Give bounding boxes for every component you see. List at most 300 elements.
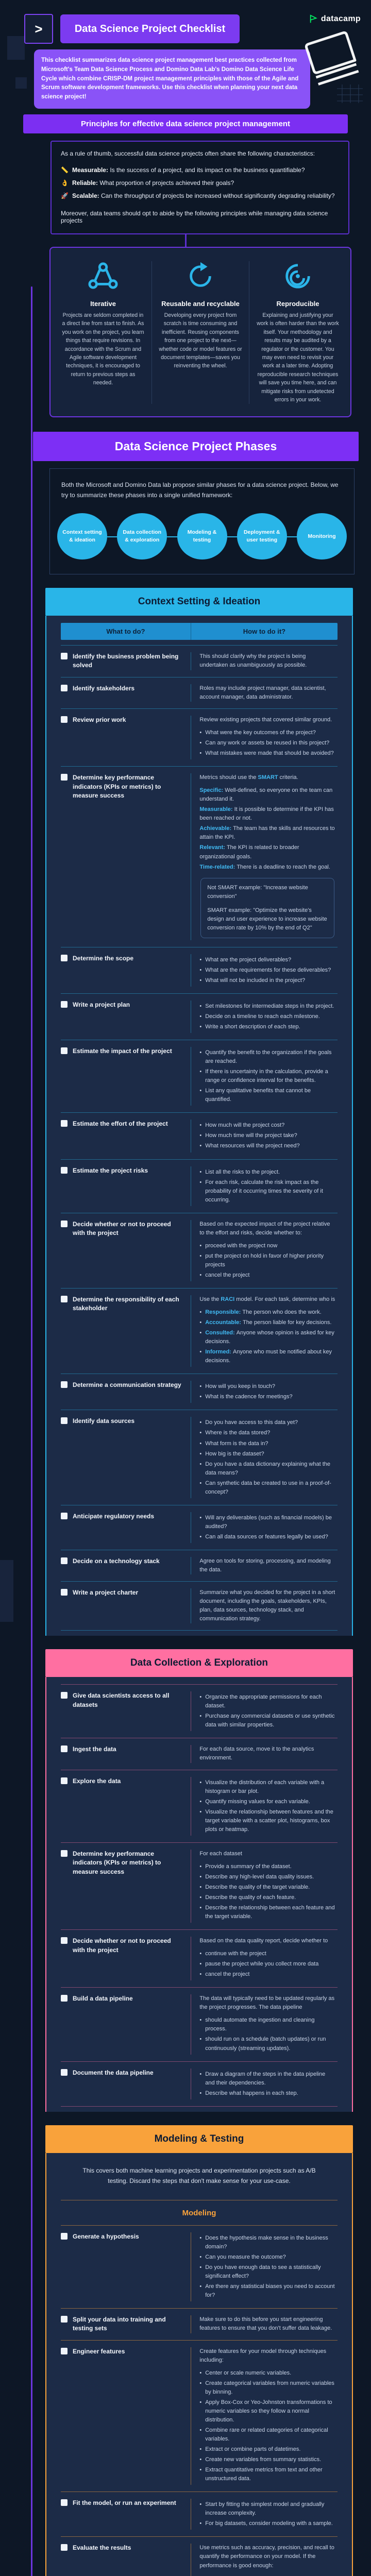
bullet-text: Can all data sources or features legally be used? <box>205 1533 328 1541</box>
howto-bullet <box>199 1168 335 1177</box>
task-checkbox[interactable] <box>61 955 68 961</box>
howto-cell <box>191 1166 338 1206</box>
task-cell <box>61 1166 191 1206</box>
howto-bullet <box>199 2445 335 2454</box>
howto-bullet <box>199 1308 335 1317</box>
task-checkbox[interactable] <box>61 1513 68 1519</box>
howto-cell <box>191 1047 338 1106</box>
bullet-dot: • <box>199 2426 201 2444</box>
task-label: Fit the model, or run an experiment <box>73 2499 176 2507</box>
howto-bullet <box>199 2466 335 2483</box>
howto-bullet <box>199 2282 335 2300</box>
bullet-text: Describe the quality of each feature. <box>205 1893 296 1902</box>
bullet-dot: • <box>199 2016 201 2033</box>
bullet-text <box>205 1348 335 1365</box>
table-row <box>61 1684 338 1738</box>
bullet-text: Can you measure the outcome? <box>205 2253 286 2262</box>
bullet-dot: • <box>199 1348 201 1365</box>
bullet-term: Consulted: <box>205 1330 237 1336</box>
section-body-modeling-testing <box>45 2153 353 2576</box>
task-cell <box>61 1381 191 1403</box>
bullet-dot: • <box>199 1012 201 1021</box>
task-checkbox[interactable] <box>61 1745 68 1752</box>
bullet-text: Organize the appropriate permissions for each dataset. <box>205 1693 335 1710</box>
criteria-term: Time-related: <box>199 864 237 870</box>
principle-card-text: Developing every project from scratch is time consuming and inefficient. Reusing components from one project to the next—whether code or model features or document templates—saves you reinventing the wheel. <box>159 311 242 370</box>
task-cell <box>61 1120 191 1152</box>
task-cell <box>61 954 191 987</box>
task-cell <box>61 1417 191 1498</box>
howto-bullet <box>199 2455 335 2464</box>
intro-paragraph <box>34 49 310 109</box>
howto-bullet <box>199 1460 335 1478</box>
table-row <box>61 1581 338 1630</box>
task-checkbox[interactable] <box>61 2316 68 2323</box>
howto-bullet <box>199 1142 335 1150</box>
bullet-dot: • <box>199 1329 201 1346</box>
howto-intro: For each dataset <box>199 1850 335 1858</box>
section-data-collection-exploration <box>0 1649 371 2112</box>
section-rows <box>61 1684 338 2107</box>
task-checkbox[interactable] <box>61 1417 68 1424</box>
task-checkbox[interactable] <box>61 2069 68 2076</box>
trait-item <box>61 178 339 188</box>
howto-cell <box>191 773 338 940</box>
inline-link[interactable]: SMART <box>258 774 278 781</box>
howto-bullet <box>199 1131 335 1140</box>
bullet-dot: • <box>199 1514 201 1531</box>
howto-intro <box>199 1295 335 1304</box>
bullet-dot: • <box>199 1271 201 1280</box>
task-checkbox[interactable] <box>61 653 68 659</box>
bullet-dot: • <box>199 1960 201 1969</box>
task-checkbox[interactable] <box>61 1692 68 1699</box>
principles-banner <box>23 114 348 133</box>
criteria-line <box>199 805 335 823</box>
reliable-icon: 👌 <box>61 179 69 187</box>
table-row <box>61 1213 338 1288</box>
bullet-text: Extract or combine parts of datetimes. <box>205 2445 300 2454</box>
howto-bullet <box>199 1087 335 1104</box>
howto-text: For each data source, move it to the analytics environment. <box>199 1745 335 1762</box>
table-row <box>61 1410 338 1504</box>
task-cell <box>61 1588 191 1623</box>
task-label: Determine the scope <box>73 954 133 963</box>
text-segment: Use the <box>199 1296 221 1302</box>
datacamp-wordmark: datacamp <box>321 14 361 24</box>
bullet-dot: • <box>199 2500 201 2518</box>
howto-cell <box>191 1691 338 1731</box>
task-checkbox[interactable] <box>61 685 68 691</box>
task-label: Write a project charter <box>73 1588 138 1597</box>
bullet-text: continue with the project <box>205 1950 266 1958</box>
task-cell <box>61 2347 191 2485</box>
bullet-dot: • <box>199 739 201 748</box>
criteria-text: The KPI is related to broader organizational goals. <box>199 844 299 859</box>
task-checkbox[interactable] <box>61 716 68 723</box>
bullet-text: Write a short description of each step. <box>205 1023 300 1031</box>
page-title <box>60 14 240 43</box>
howto-cell <box>191 1777 338 1836</box>
howto-text: Summarize what you decided for the project in a short document, including the goals, stakeholders, KPIs, plan, data sources, technology stack, and communication strategy. <box>199 1588 335 1623</box>
bullet-text: Are there any statistical biases you need to account for? <box>205 2282 335 2300</box>
bullet-dot: • <box>199 1002 201 1011</box>
bullet-text: Will any deliverables (such as financial models) be audited? <box>205 1514 335 1531</box>
task-checkbox[interactable] <box>61 2348 68 2354</box>
bullet-dot: • <box>199 1798 201 1806</box>
criteria-term: Measurable: <box>199 806 234 812</box>
bullet-dot: • <box>199 976 201 985</box>
howto-bullet <box>199 1002 335 1011</box>
bullet-dot: • <box>199 1778 201 1796</box>
task-checkbox[interactable] <box>61 1557 68 1564</box>
task-checkbox[interactable] <box>61 2499 68 2506</box>
task-checkbox[interactable] <box>61 1995 68 2002</box>
howto-cell <box>191 2347 338 2485</box>
task-checkbox[interactable] <box>61 1001 68 1008</box>
bullet-dot: • <box>199 1121 201 1130</box>
bullet-text: What mistakes were made that should be avoided? <box>205 749 333 758</box>
bullet-text: proceed with the project now <box>205 1242 277 1250</box>
bullet-dot: • <box>199 1087 201 1104</box>
bullet-dot: • <box>199 1904 201 1921</box>
bullet-text: What were the key outcomes of the project? <box>205 728 316 737</box>
table-row <box>61 1374 338 1410</box>
column-header-how: How to do it? <box>191 623 338 640</box>
bullet-text: Quantify missing values for each variable. <box>205 1798 310 1806</box>
howto-bullet <box>199 1023 335 1031</box>
task-cell <box>61 1850 191 1923</box>
task-checkbox[interactable] <box>61 1777 68 1784</box>
task-checkbox[interactable] <box>61 2233 68 2240</box>
task-label: Decide on a technology stack <box>73 1557 160 1566</box>
table-row <box>61 993 338 1040</box>
task-label: Estimate the effort of the project <box>73 1120 168 1128</box>
task-label: Evaluate the results <box>73 2544 131 2552</box>
task-cell <box>61 1512 191 1543</box>
bullet-dot: • <box>199 1048 201 1066</box>
task-label: Generate a hypothesis <box>73 2232 139 2241</box>
table-row <box>61 1159 338 1213</box>
bullet-text: For big datasets, consider modeling with a sample. <box>205 2519 333 2528</box>
howto-bullet <box>199 2070 335 2088</box>
phase-circle-3: Modeling & testing <box>177 513 227 560</box>
bullet-text: cancel the project <box>205 1271 249 1280</box>
criteria-term: Relevant: <box>199 844 227 851</box>
trait-term: Reliable: <box>72 179 99 187</box>
task-label: Identify stakeholders <box>73 684 134 693</box>
section-body-context-setting-ideation <box>45 616 353 1636</box>
task-cell <box>61 1777 191 1836</box>
howto-bullet <box>199 1393 335 1401</box>
task-checkbox[interactable] <box>61 1850 68 1857</box>
howto-cell <box>191 2069 338 2099</box>
bullet-term: Responsible: <box>205 1309 242 1315</box>
bullet-dot: • <box>199 2466 201 2483</box>
howto-cell <box>191 2315 338 2333</box>
section-context-setting-ideation <box>0 588 371 1636</box>
criteria-line <box>199 843 335 861</box>
connector-line <box>185 234 187 247</box>
bullet-text: What is the cadence for meetings? <box>205 1393 292 1401</box>
section-modeling-testing <box>0 2125 371 2576</box>
howto-bullet <box>199 2263 335 2281</box>
bullet-text: Decide on a timeline to reach each milestone. <box>205 1012 320 1021</box>
howto-bullet <box>199 1960 335 1969</box>
bullet-dot: • <box>199 1862 201 1871</box>
bullet-text: For each risk, calculate the risk impact as the probability of it occurring times the severity of it occurring. <box>205 1178 335 1205</box>
text-segment: Metrics should use the <box>199 774 258 781</box>
scalable-icon: 🚀 <box>61 192 69 199</box>
task-label: Document the data pipeline <box>73 2069 154 2077</box>
table-row <box>61 677 338 708</box>
howto-bullet <box>199 1048 335 1066</box>
criteria-line <box>199 863 335 872</box>
bullet-text <box>205 1318 331 1327</box>
bullet-text: pause the project while you collect more data <box>205 1960 318 1969</box>
trait-text: Is the success of a project, and its impact on the business quantifiable? <box>110 166 305 174</box>
decorative-block <box>0 1560 13 1622</box>
howto-bullet <box>199 2379 335 2397</box>
bullet-text: Can any work or assets be reused in this project? <box>205 739 329 748</box>
text-segment: model. For each task, determine who is <box>234 1296 335 1302</box>
table-row <box>61 1987 338 2061</box>
howto-cell <box>191 2499 338 2530</box>
howto-bullet <box>199 1808 335 1834</box>
bullet-text: How big is the dataset? <box>205 1450 264 1459</box>
task-checkbox[interactable] <box>61 1296 68 1302</box>
checklist-sections <box>0 588 371 2576</box>
howto-cell <box>191 2232 338 2301</box>
howto-bullet <box>199 1893 335 1902</box>
task-label: Estimate the project risks <box>73 1166 148 1175</box>
bullet-dot: • <box>199 1693 201 1710</box>
principle-card-title: Reproducible <box>256 300 340 308</box>
task-checkbox[interactable] <box>61 1589 68 1596</box>
phase-circle-1: Context setting & ideation <box>57 513 107 560</box>
bullet-dot: • <box>199 1883 201 1892</box>
criteria-term: Achievable: <box>199 825 233 832</box>
howto-bullet <box>199 2574 335 2576</box>
howto-cell <box>191 1417 338 1498</box>
howto-bullet <box>199 1873 335 1882</box>
task-label: Give data scientists access to all datasets <box>73 1691 182 1709</box>
criteria-term: Specific: <box>199 787 225 793</box>
bullet-dot: • <box>199 2398 201 2425</box>
example-text: Not SMART example: "Increase website conversion" <box>207 884 328 901</box>
page-header <box>0 0 371 109</box>
bullet-text: How will you keep in touch? <box>205 1382 275 1391</box>
bullet-text: Can synthetic data be created to use in a proof-of-concept? <box>205 1479 335 1497</box>
table-row <box>61 1842 338 1929</box>
task-label: Estimate the impact of the project <box>73 1047 172 1056</box>
bullet-text: List all the risks to the project. <box>205 1168 280 1177</box>
howto-bullet <box>199 1382 335 1391</box>
criteria-line <box>199 824 335 842</box>
howto-intro: Review existing projects that covered similar ground. <box>199 716 335 724</box>
howto-intro: Use metrics such as accuracy, precision, and recall to quantify the performance on your model. If the performance is good enough: <box>199 2544 335 2570</box>
task-cell <box>61 2315 191 2333</box>
table-row <box>61 1112 338 1159</box>
example-text: SMART example: "Optimize the website's design and user experience to increase website conversion rate by 10% by the end of Q2" <box>207 906 328 933</box>
task-checkbox[interactable] <box>61 1937 68 1944</box>
bullet-text: Describe any high-level data quality issues. <box>205 1873 314 1882</box>
bullet-dot: • <box>199 2253 201 2262</box>
bullet-text: should run on a schedule (batch updates) or run continuously (streaming updates). <box>205 2035 335 2053</box>
howto-text: Roles may include project manager, data scientist, account manager, data administrator. <box>199 684 335 702</box>
task-label: Determine key performance indicators (KPIs or metrics) to measure success <box>73 1850 182 1876</box>
bullet-dot: • <box>199 2070 201 2088</box>
howto-bullet <box>199 2398 335 2425</box>
bullet-text: Draw a diagram of the steps in the data pipeline and their dependencies. <box>205 2070 335 2088</box>
table-row <box>61 645 338 677</box>
task-label: Determine the responsibility of each stakeholder <box>73 1295 182 1313</box>
task-cell <box>61 652 191 670</box>
left-accent-rail <box>31 286 32 2576</box>
trait-term: Scalable: <box>72 192 101 199</box>
terminal-prompt-icon <box>24 14 53 44</box>
bullet-text: How much will the project cost? <box>205 1121 284 1130</box>
howto-bullet <box>199 1712 335 1730</box>
task-cell <box>61 1557 191 1574</box>
example-callout <box>200 878 334 938</box>
table-row <box>61 2225 338 2308</box>
table-header <box>61 623 338 640</box>
trait-text: Can the throughput of projects be increased without significantly degrading reliability? <box>101 192 335 199</box>
howto-bullet <box>199 2500 335 2518</box>
table-row <box>61 1770 338 1842</box>
section-note: This covers both machine learning projects and experimentation projects such as A/B testing. Discard the steps that don't make sense for your use-case. <box>46 2155 352 2195</box>
task-label: Identify the business problem being solved <box>73 652 182 670</box>
section-banner-text: Modeling & Testing <box>155 2133 244 2144</box>
task-checkbox[interactable] <box>61 1120 68 1127</box>
bullet-dot: • <box>199 1893 201 1902</box>
task-checkbox[interactable] <box>61 1381 68 1388</box>
task-checkbox[interactable] <box>61 1221 68 1227</box>
principle-cards <box>49 247 351 417</box>
task-cell <box>61 773 191 940</box>
target-radar-icon <box>256 261 340 294</box>
task-label: Write a project plan <box>73 1001 130 1009</box>
howto-bullet <box>199 1348 335 1365</box>
section-rows <box>61 2200 338 2576</box>
table-row <box>61 947 338 993</box>
bullet-dot: • <box>199 1168 201 1177</box>
task-cell <box>61 2232 191 2301</box>
howto-cell <box>191 1745 338 1762</box>
bullet-term-text: The person who does the work. <box>242 1309 321 1315</box>
task-label: Determine key performance indicators (KPIs or metrics) to measure success <box>73 773 182 800</box>
phase-circle-5: Monitoring <box>297 513 347 560</box>
howto-bullet <box>199 2234 335 2251</box>
task-checkbox[interactable] <box>61 2544 68 2551</box>
task-label: Determine a communication strategy <box>73 1381 181 1389</box>
howto-cell <box>191 1588 338 1623</box>
bullet-dot: • <box>199 1067 201 1085</box>
task-label: Review prior work <box>73 716 126 724</box>
table-row <box>61 708 338 766</box>
bullet-dot: • <box>199 1393 201 1401</box>
task-checkbox[interactable] <box>61 1047 68 1054</box>
datacamp-icon <box>309 14 318 24</box>
bullet-term-text: Anyone who must be notified about key decisions. <box>205 1349 332 1364</box>
bullet-dot: • <box>199 2282 201 2300</box>
bullet-dot: • <box>199 1131 201 1140</box>
trait-item <box>61 165 339 175</box>
task-checkbox[interactable] <box>61 774 68 781</box>
inline-link[interactable]: RACI <box>221 1296 234 1302</box>
criteria-text: There is a deadline to reach the goal. <box>237 864 330 870</box>
howto-bullet <box>199 976 335 985</box>
iterative-cycle-icon <box>61 261 145 294</box>
howto-bullet <box>199 1862 335 1871</box>
table-row <box>61 1505 338 1550</box>
task-checkbox[interactable] <box>61 1167 68 1174</box>
bullet-dot: • <box>199 1308 201 1317</box>
bullet-dot: • <box>199 1450 201 1459</box>
howto-bullet <box>199 728 335 737</box>
table-row <box>61 2340 338 2492</box>
howto-bullet <box>199 1533 335 1541</box>
howto-bullet <box>199 1329 335 1346</box>
howto-cell <box>191 1512 338 1543</box>
bullet-dot: • <box>199 749 201 758</box>
bullet-dot: • <box>199 1418 201 1427</box>
traits-lead-text: As a rule of thumb, successful data science projects often share the following characteristics: <box>61 150 339 157</box>
task-cell <box>61 716 191 759</box>
section-banner-text: Context Setting & Ideation <box>138 596 261 607</box>
howto-bullet <box>199 1479 335 1497</box>
howto-cell <box>191 1381 338 1403</box>
bullet-text: Apply Box-Cox or Yeo-Johnston transformations to numeric variables so they follow a normal distribution. <box>205 2398 335 2425</box>
howto-cell <box>191 1850 338 1923</box>
traits-outro-text: Moreover, data teams should opt to abide by the following principles while managing data science projects <box>61 210 339 224</box>
criteria-line <box>199 786 335 804</box>
table-row <box>61 2308 338 2340</box>
bullet-text: Do you have enough data to see a statistically significant effect? <box>205 2263 335 2281</box>
bullet-text: If there is uncertainty in the calculation, provide a range or confidence interval for the benefits. <box>205 1067 335 1085</box>
task-cell <box>61 1691 191 1731</box>
task-cell <box>61 1994 191 2054</box>
howto-bullet <box>199 1012 335 1021</box>
bullet-dot: • <box>199 2369 201 2378</box>
howto-bullet <box>199 749 335 758</box>
howto-intro: The data will typically need to be updated regularly as the project progresses. The data pipeline <box>199 1994 335 2012</box>
howto-intro <box>199 773 335 782</box>
howto-bullet <box>199 1778 335 1796</box>
howto-text: This should clarify why the project is being undertaken as unambiguously as possible. <box>199 652 335 670</box>
bullet-text: What resources will the project need? <box>205 1142 299 1150</box>
howto-text: Agree on tools for storing, processing, and modeling the data. <box>199 1557 335 1574</box>
datacamp-logo[interactable] <box>309 14 361 24</box>
bullet-text: Where is the data stored? <box>205 1429 270 1437</box>
principles-traits-box <box>50 141 349 234</box>
bullet-term: Informed: <box>205 1349 233 1355</box>
howto-text: Make sure to do this before you start engineering features to ensure that you don't suffer data leakage. <box>199 2315 335 2333</box>
criteria-text: It is possible to determine if the KPI has been reached or not. <box>199 806 333 821</box>
table-row <box>61 766 338 947</box>
trait-text: What proportion of projects achieved their goals? <box>99 179 234 187</box>
howto-cell <box>191 1937 338 1980</box>
howto-bullet <box>199 1242 335 1250</box>
howto-cell <box>191 2544 338 2576</box>
howto-bullet <box>199 1121 335 1130</box>
criteria-text: The team has the skills and resources to attain the KPI. <box>199 825 334 840</box>
howto-bullet <box>199 1178 335 1205</box>
howto-bullet <box>199 1271 335 1280</box>
howto-bullet <box>199 1429 335 1437</box>
task-label: Identify data sources <box>73 1417 134 1426</box>
